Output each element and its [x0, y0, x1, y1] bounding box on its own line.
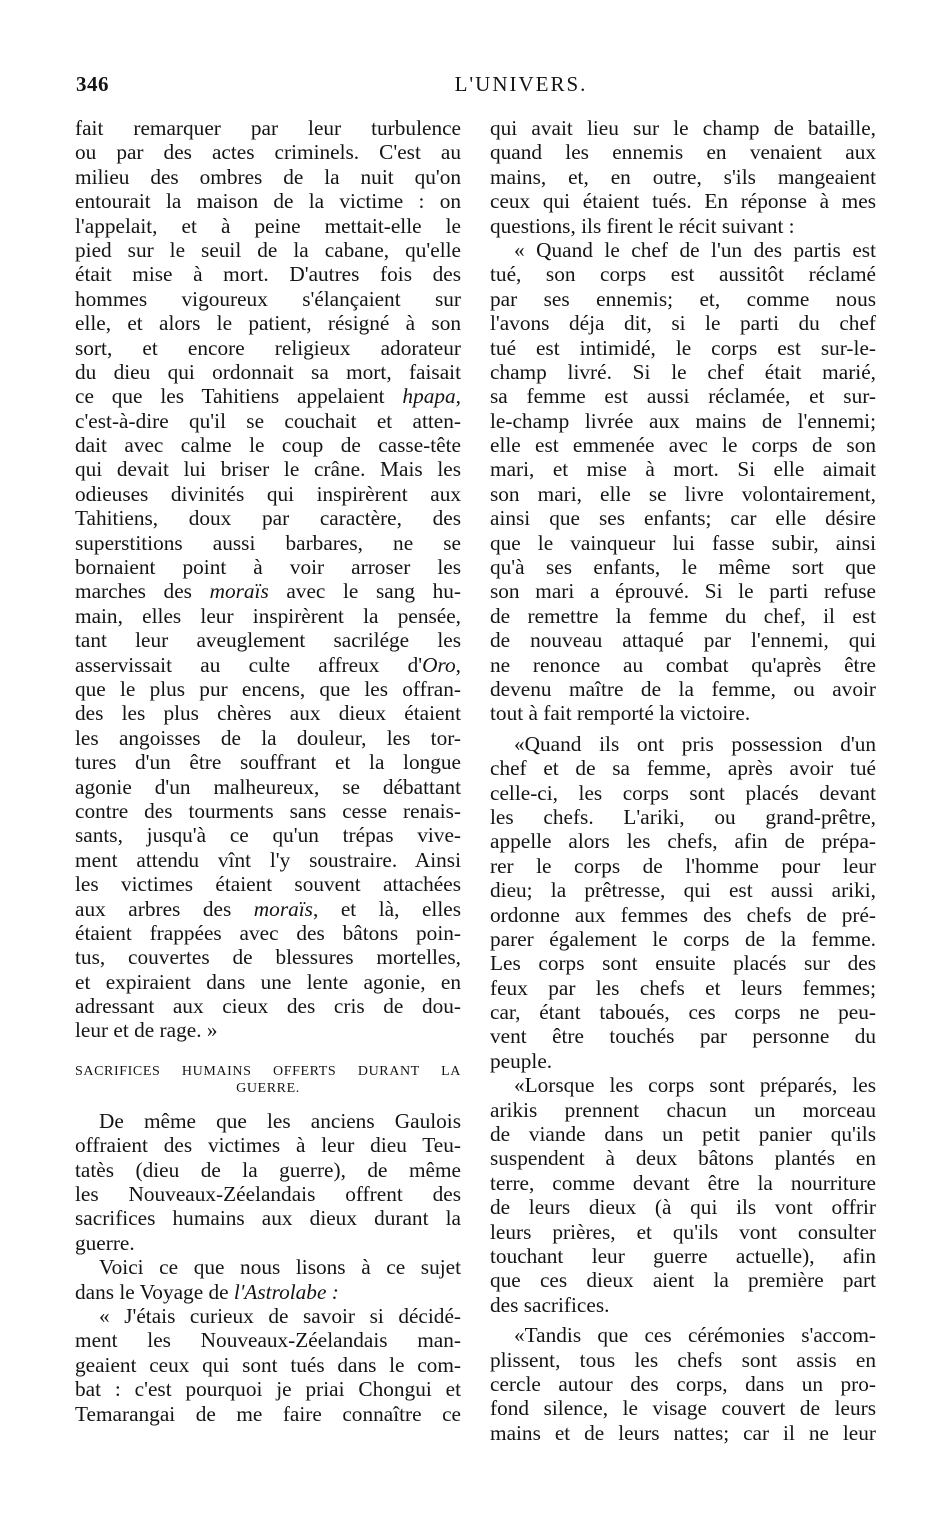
text-run: marches des	[75, 579, 210, 604]
text-line: De même que les anciens Gaulois	[99, 1108, 461, 1133]
italic-term: l'Astrolabe :	[233, 1279, 339, 1304]
text-line: qui devait lui briser le crâne. Mais les	[75, 457, 461, 482]
text-line: «Quand ils ont pris possession d'un	[514, 731, 876, 756]
paragraph	[490, 116, 876, 238]
left-column	[75, 116, 461, 1426]
text-line	[75, 653, 461, 677]
text-line: adressant aux cieux des cris de dou-	[75, 994, 461, 1019]
text-line: parer également le corps de la femme.	[490, 926, 876, 951]
text-line: fond silence, le visage couvert de leurs	[490, 1396, 876, 1421]
paragraph	[490, 732, 876, 1073]
text-line: celle-ci, les corps sont placés devant	[490, 780, 876, 805]
text-line: ceux qui étaient tués. En réponse à mes	[490, 189, 876, 214]
text-line: peuple.	[490, 1048, 553, 1073]
text-line: appelle alors les chefs, afin de prépa-	[490, 829, 876, 854]
text-line: sort, et encore religieux adorateur	[75, 335, 461, 360]
text-line: Voici ce que nous lisons à ce sujet	[99, 1255, 461, 1280]
text-line: c'est-à-dire qu'il se couchait et atten-	[75, 408, 461, 433]
text-line: tus, couvertes de blessures mortelles,	[75, 945, 461, 970]
text-line: touchant leur guerre actuelle), afin	[490, 1243, 876, 1268]
paragraph	[75, 1255, 461, 1304]
text-line: son mari a éprouvé. Si le parti refuse	[490, 579, 876, 604]
text-run: aux arbres des	[75, 896, 254, 921]
text-line: qui avait lieu sur le champ de bataille,	[490, 116, 876, 140]
text-line: le-champ livrée aux mains de l'ennemi;	[490, 408, 876, 433]
text-line: ordonne aux femmes des chefs de pré-	[490, 902, 876, 927]
text-line: dieu; la prêtresse, qui est aussi ariki,	[490, 878, 876, 903]
text-line: de leurs dieux (à qui ils vont offrir	[490, 1195, 876, 1220]
text-line: que ces dieux aient la première part	[490, 1268, 876, 1293]
text-line: ainsi que ses enfants; car elle désire	[490, 506, 876, 531]
text-line: contre des tourments sans cesse renais-	[75, 798, 461, 823]
text-line: et expiraient dans une lente agonie, en	[75, 969, 461, 994]
text-line	[75, 579, 461, 603]
text-line: que le vainqueur lui fasse subir, ainsi	[490, 530, 876, 555]
page-header	[76, 72, 876, 102]
text-line: mains, et, en outre, s'ils mangeaient	[490, 164, 876, 189]
text-line: ment les Nouveaux-Zéelandais man-	[75, 1328, 461, 1353]
section-heading-line: SACRIFICES HUMAINS OFFERTS DURANT LA	[75, 1063, 461, 1079]
paragraph	[490, 1073, 876, 1317]
text-line: guerre.	[75, 1230, 135, 1255]
text-line: tatès (dieu de la guerre), de même	[75, 1157, 461, 1182]
text-line: des les plus chères aux dieux étaient	[75, 701, 461, 726]
text-line: l'appelait, et à peine mettait-elle le	[75, 213, 461, 238]
text-line: qu'à ses enfants, le même sort que	[490, 555, 876, 580]
text-line: les chefs. L'ariki, ou grand-prêtre,	[490, 804, 876, 829]
text-run: ,	[455, 384, 461, 409]
text-line: «Lorsque les corps sont préparés, les	[514, 1073, 876, 1098]
text-run: ,	[455, 652, 461, 677]
text-line: sa femme est aussi réclamée, et sur-	[490, 384, 876, 409]
text-line: mari, et mise à mort. Si elle aimait	[490, 457, 876, 482]
paragraph	[75, 116, 461, 1043]
text-line: les angoisses de la douleur, les tor-	[75, 725, 461, 750]
text-line: milieu des ombres de la nuit qu'on	[75, 164, 461, 189]
text-line: mains et de leurs nattes; car il ne leur	[490, 1420, 876, 1445]
paragraph	[490, 238, 876, 726]
text-line: feux par les chefs et leurs femmes;	[490, 975, 876, 1000]
text-line: terre, comme devant être la nourriture	[490, 1170, 876, 1195]
text-line: ne renonce au combat qu'après être	[490, 652, 876, 677]
paragraph	[75, 1109, 461, 1255]
text-line	[75, 384, 461, 408]
text-line: tué est intimidé, le corps est sur-le-	[490, 335, 876, 360]
italic-term: Oro	[422, 652, 456, 677]
right-column	[490, 116, 876, 1445]
text-line: les victimes étaient souvent attachées	[75, 872, 461, 897]
text-line: de viande dans un petit panier qu'ils	[490, 1122, 876, 1147]
text-run: asservissait au culte affreux d'	[75, 652, 423, 677]
text-line: que le plus pur encens, que les offran-	[75, 676, 461, 701]
text-line: tout à fait remporté la victoire.	[490, 701, 751, 726]
section-heading	[75, 1063, 461, 1097]
text-line: leur et de rage. »	[75, 1018, 218, 1043]
text-line: « Quand le chef de l'un des partis est	[514, 237, 876, 262]
text-line: sacrifices humains aux dieux durant la	[75, 1206, 461, 1231]
text-line: champ livré. Si le chef était marié,	[490, 359, 876, 384]
section-heading-line: GUERRE.	[236, 1080, 300, 1096]
page-number: 346	[76, 72, 109, 96]
text-line: de nouveau attaqué par l'ennemi, qui	[490, 628, 876, 653]
text-line: car, étant taboués, ces corps ne peu-	[490, 1000, 876, 1025]
text-run: , et là, elles	[312, 896, 462, 921]
text-line: l'avons déja dit, si le parti du chef	[490, 311, 876, 336]
text-line: vent être touchés par personne du	[490, 1024, 876, 1049]
text-line: chef et de sa femme, après avoir tué	[490, 756, 876, 781]
text-line: ou par des actes criminels. C'est au	[75, 140, 461, 165]
text-run: avec le sang hu-	[268, 579, 461, 604]
text-line: tures d'un être souffrant et la longue	[75, 750, 461, 775]
text-line: tué, son corps est aussitôt réclamé	[490, 262, 876, 287]
text-line: par ses ennemis; et, comme nous	[490, 286, 876, 311]
text-line: rer le corps de l'homme pour leur	[490, 853, 876, 878]
text-line: de remettre la femme du chef, il est	[490, 603, 876, 628]
text-line: ment attendu vînt l'y soustraire. Ainsi	[75, 847, 461, 872]
text-line: Temarangai de me faire connaître ce	[75, 1401, 461, 1426]
paragraph	[75, 1304, 461, 1426]
text-line: quand les ennemis en venaient aux	[490, 140, 876, 165]
running-title: L'UNIVERS.	[454, 72, 588, 96]
paragraph	[490, 1323, 876, 1445]
text-line	[75, 1280, 461, 1304]
text-line: elle est emmenée avec le corps de son	[490, 433, 876, 458]
text-line: Les corps sont ensuite placés sur des	[490, 951, 876, 976]
text-line: devenu maître de la femme, ou avoir	[490, 676, 876, 701]
text-line: main, elles leur inspirèrent la pensée,	[75, 603, 461, 628]
text-line: suspendent à deux bâtons plantés en	[490, 1146, 876, 1171]
text-line: cercle autour des corps, dans un pro-	[490, 1371, 876, 1396]
text-line: elle, et alors le patient, résigné à son	[75, 311, 461, 336]
text-line: leurs prières, et qu'ils vont consulter	[490, 1219, 876, 1244]
text-line: plissent, tous les chefs sont assis en	[490, 1347, 876, 1372]
text-line: sants, jusqu'à ce qu'un trépas vive-	[75, 823, 461, 848]
text-line: agonie d'un malheureux, se débattant	[75, 774, 461, 799]
text-line: bat : c'est pourquoi je priai Chongui et	[75, 1377, 461, 1402]
text-line: offraient des victimes à leur dieu Teu-	[75, 1133, 461, 1158]
text-line: « J'étais curieux de savoir si décidé-	[99, 1303, 461, 1328]
text-line: entourait la maison de la victime : on	[75, 189, 461, 214]
text-run: dans le Voyage de	[75, 1279, 234, 1304]
text-line: son mari, elle se livre volontairement,	[490, 481, 876, 506]
text-line: étaient frappées avec des bâtons poin-	[75, 920, 461, 945]
text-line: hommes vigoureux s'élançaient sur	[75, 286, 461, 311]
text-line: arikis prennent chacun un morceau	[490, 1097, 876, 1122]
italic-term: hpapa	[402, 384, 456, 409]
italic-term: moraïs	[253, 896, 313, 921]
text-line: tant leur aveuglement sacrilége les	[75, 628, 461, 653]
text-line: Tahitiens, doux par caractère, des	[75, 506, 461, 531]
text-line: geaient ceux qui sont tués dans le com-	[75, 1352, 461, 1377]
text-line: dait avec calme le coup de casse-tête	[75, 433, 461, 458]
text-line: était mise à mort. D'autres fois des	[75, 262, 461, 287]
text-line: fait remarquer par leur turbulence	[75, 116, 461, 140]
text-line: superstitions aussi barbares, ne se	[75, 530, 461, 555]
text-line: les Nouveaux-Zéelandais offrent des	[75, 1182, 461, 1207]
text-run: ce que les Tahitiens appelaient	[75, 384, 403, 409]
text-line: du dieu qui ordonnait sa mort, faisait	[75, 359, 461, 384]
text-line: bornaient point à voir arroser les	[75, 555, 461, 580]
text-line: des sacrifices.	[490, 1292, 610, 1317]
italic-term: moraïs	[209, 579, 269, 604]
text-line: odieuses divinités qui inspirèrent aux	[75, 481, 461, 506]
text-line: pied sur le seuil de la cabane, qu'elle	[75, 237, 461, 262]
text-line	[75, 897, 461, 921]
text-line: questions, ils firent le récit suivant :	[490, 213, 795, 238]
text-line: «Tandis que ces cérémonies s'accom-	[514, 1323, 876, 1348]
